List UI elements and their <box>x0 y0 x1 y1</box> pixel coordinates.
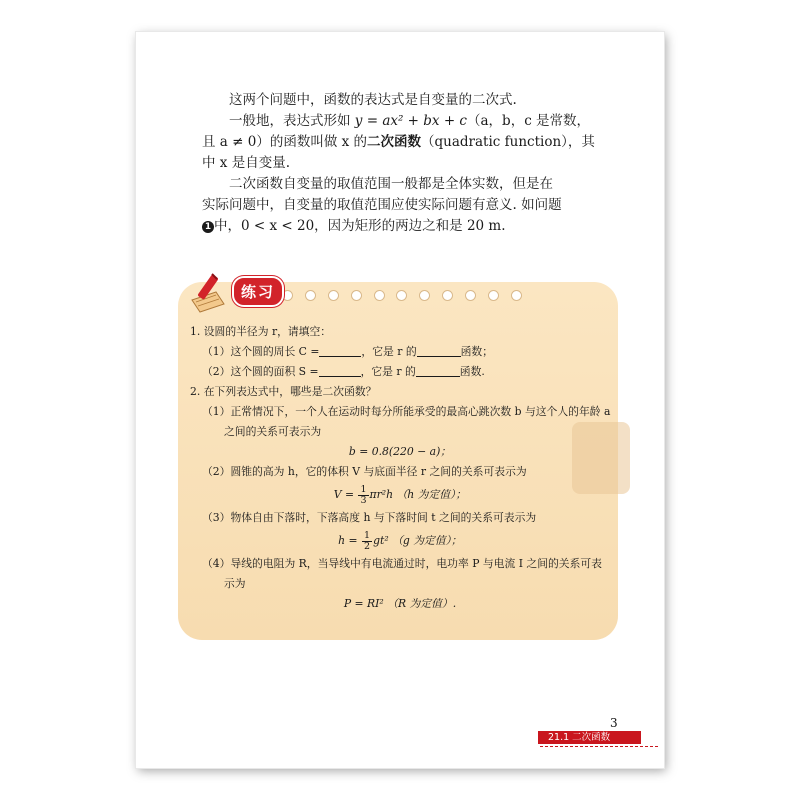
q1-1-mid: ，它是 r 的 <box>361 345 417 358</box>
fall-lhs: h = <box>338 534 358 547</box>
ring-icon <box>396 290 407 301</box>
formula-power: P = RI² （R 为定值）. <box>343 597 457 610</box>
formula-cone-volume <box>190 482 610 508</box>
p2-prefix: 一般地，表达式形如 <box>229 113 355 129</box>
q1-2-end: 函数. <box>459 365 485 378</box>
body-text <box>202 90 632 237</box>
answer-blank <box>417 344 461 357</box>
term-english: （quadratic function） <box>421 134 568 150</box>
fraction-denominator: 2 <box>364 540 371 552</box>
fall-rhs: gt² （g 为定值）； <box>373 534 462 547</box>
problem-number-badge: 1 <box>202 221 214 233</box>
question-2-4: （4）导线的电阻为 R，当导线中有电流通过时，电功率 P 与电流 I 之间的关系可表 <box>202 557 602 570</box>
exercise-content <box>190 322 610 614</box>
question-1-2 <box>190 362 610 382</box>
paragraph-2-line-1 <box>202 111 632 132</box>
q1-2-mid: ，它是 r 的 <box>360 365 416 378</box>
p2-line2a: 且 a ≠ 0）的函数叫做 x 的 <box>202 134 368 150</box>
formula-free-fall <box>190 528 610 554</box>
q1-1-text: （1）这个圆的周长 C = <box>202 345 320 358</box>
question-1-1 <box>190 342 610 362</box>
answer-blank <box>416 364 460 377</box>
fraction-numerator: 1 <box>360 483 367 495</box>
quadratic-formula: y = ax² + bx + c <box>354 113 467 129</box>
ring-icon <box>511 290 522 301</box>
ring-icon <box>488 290 499 301</box>
question-2-1: （1）正常情况下，一个人在运动时每分所能承受的最高心跳次数 b 与这个人的年龄 a <box>202 405 611 418</box>
fraction-numerator: 1 <box>364 529 371 541</box>
exercise-title: 练习 <box>232 276 284 307</box>
p2-line2b: ，其 <box>567 134 595 150</box>
paragraph-2-line-2 <box>202 132 632 153</box>
pencil-notebook-icon <box>186 270 230 314</box>
formula-heart-rate: b = 0.8(220 − a)； <box>348 445 452 458</box>
fraction-one-half <box>362 531 372 552</box>
cone-lhs: V = <box>333 488 355 501</box>
q1-1-end: 函数； <box>460 345 494 358</box>
paragraph-3-line-1: 二次函数自变量的取值范围一般都是全体实数，但是在 <box>229 176 553 192</box>
paragraph-2-line-3: 中 x 是自变量. <box>202 155 290 171</box>
ring-icon <box>419 290 430 301</box>
fraction-one-third <box>358 485 368 506</box>
page-number: 3 <box>610 716 618 730</box>
question-1: 1. 设圆的半径为 r，请填空： <box>190 325 332 338</box>
paragraph-1: 这两个问题中，函数的表达式是自变量的二次式. <box>229 92 517 108</box>
ring-icon <box>465 290 476 301</box>
question-2-1-cont: 之间的关系可表示为 <box>224 425 322 438</box>
q1-2-text: （2）这个圆的面积 S = <box>202 365 319 378</box>
ring-icon <box>351 290 362 301</box>
paragraph-3-line-2: 实际问题中，自变量的取值范围应使实际问题有意义. 如问题 <box>202 197 562 213</box>
term-quadratic-function: 二次函数 <box>367 134 422 150</box>
paragraph-3-line-3 <box>202 216 632 237</box>
ring-icon <box>374 290 385 301</box>
question-2-2: （2）圆锥的高为 h，它的体积 V 与底面半径 r 之间的关系可表示为 <box>202 465 527 478</box>
p2-mid: （a，b，c 是常数， <box>467 113 591 129</box>
cone-rhs: πr²h （h 为定值）； <box>369 488 467 501</box>
footer-divider <box>540 746 658 747</box>
answer-blank <box>319 364 361 377</box>
ring-icon <box>305 290 316 301</box>
p3-line3: 中，0 < x < 20，因为矩形的两边之和是 20 m. <box>214 218 506 234</box>
section-label: 21.1 二次函数 <box>538 731 641 744</box>
ring-icon <box>328 290 339 301</box>
answer-blank <box>319 344 361 357</box>
question-2: 2. 在下列表达式中，哪些是二次函数？ <box>190 385 377 398</box>
fraction-denominator: 3 <box>360 494 367 506</box>
ring-icon <box>442 290 453 301</box>
question-2-3: （3）物体自由下落时，下落高度 h 与下落时间 t 之间的关系可表示为 <box>202 511 537 524</box>
book-page <box>136 32 664 768</box>
question-2-4-cont: 示为 <box>224 577 246 590</box>
